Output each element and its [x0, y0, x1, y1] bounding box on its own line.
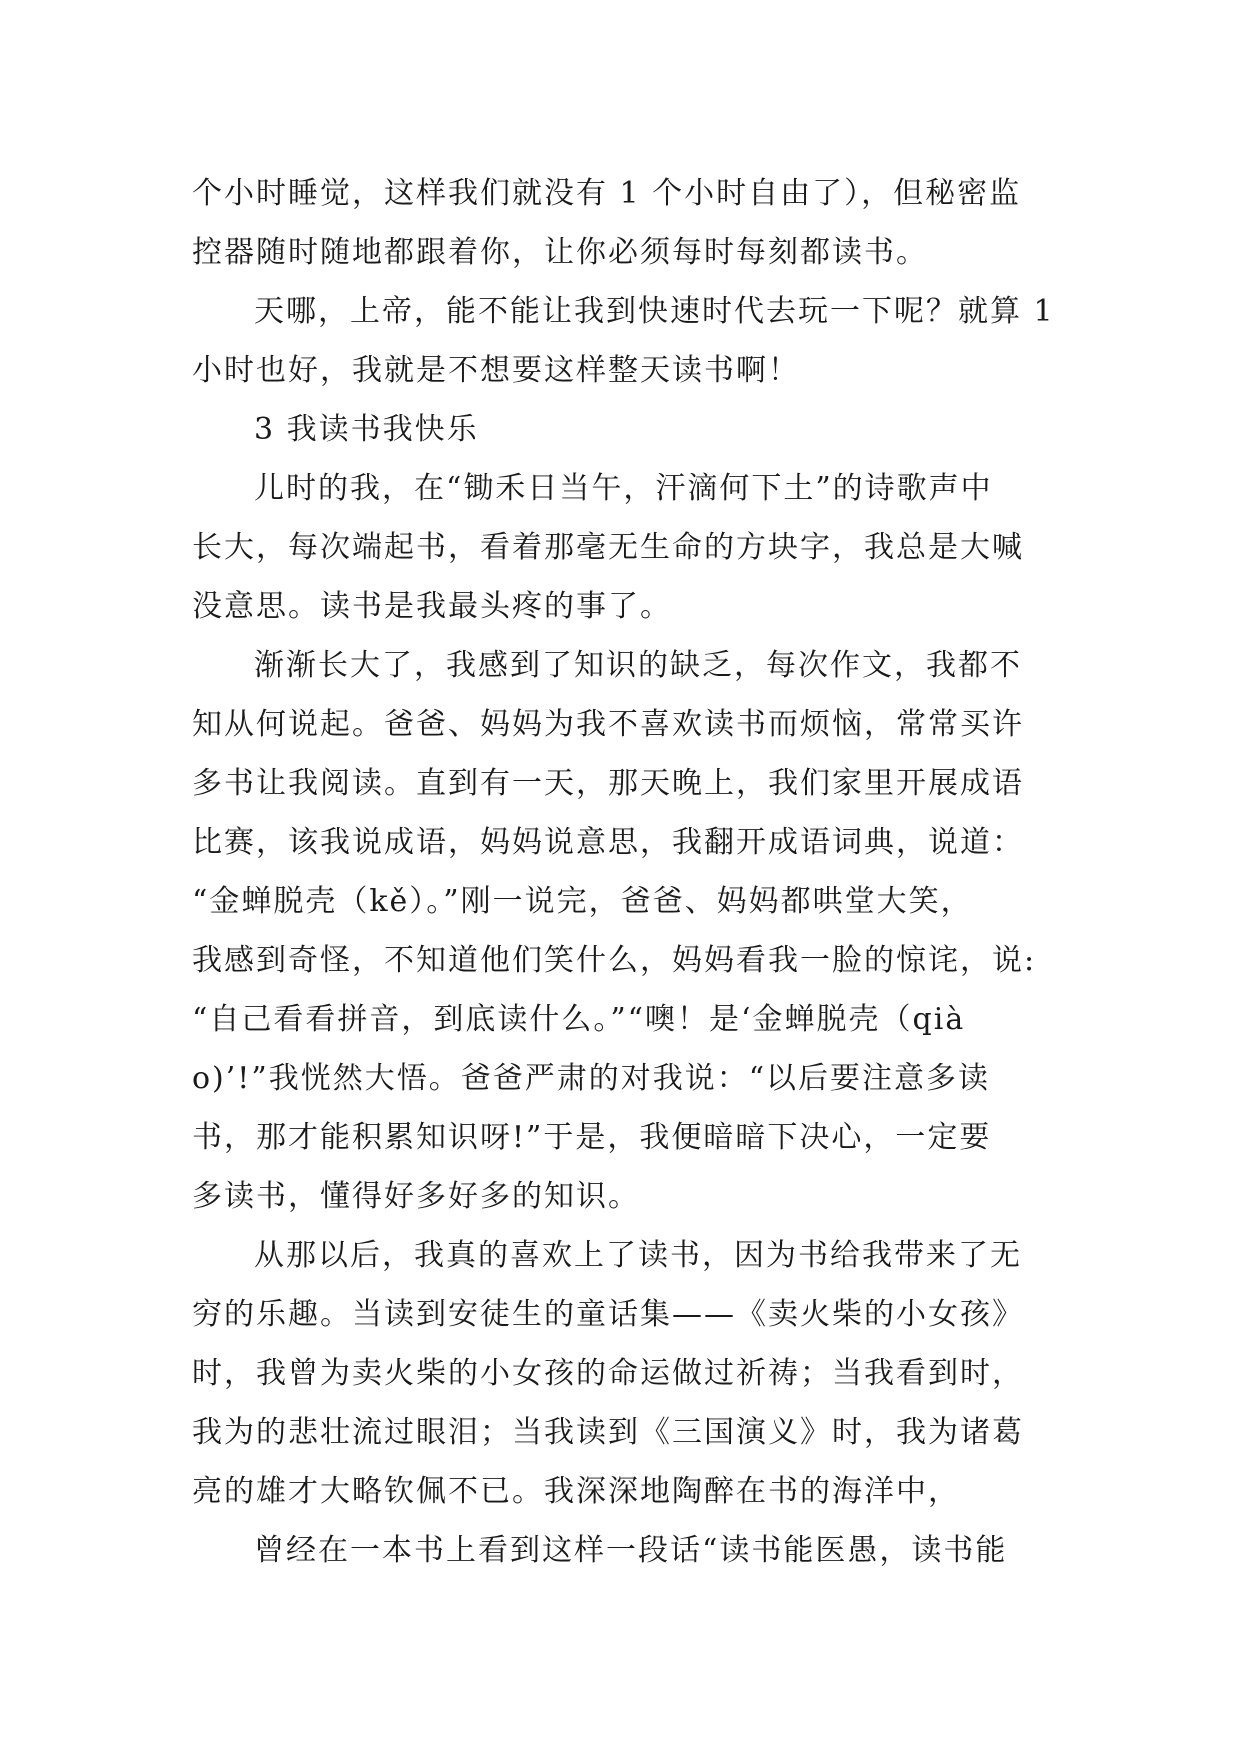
text-line: 没意思。读书是我最头疼的事了。 — [192, 589, 672, 624]
text-line: 我感到奇怪，不知道他们笑什么，妈妈看我一脸的惊诧，说: — [192, 943, 1037, 978]
text-line: 个小时睡觉，这样我们就没有 1 个小时自由了），但秘密监 — [192, 176, 1022, 211]
text-line: 天哪，上帝，能不能让我到快速时代去玩一下呢？就算 1 — [254, 294, 1055, 329]
text-line: 长大，每次端起书，看着那毫无生命的方块字，我总是大喊 — [192, 530, 1024, 565]
text-line: 知从何说起。爸爸、妈妈为我不喜欢读书而烦恼，常常买许 — [192, 707, 1024, 742]
text-line: 小时也好，我就是不想要这样整天读书啊！ — [192, 353, 800, 388]
text-line: 从那以后，我真的喜欢上了读书，因为书给我带来了无 — [254, 1238, 1022, 1273]
text-line: 渐渐长大了，我感到了知识的缺乏，每次作文，我都不 — [254, 648, 1022, 683]
text-line: 书，那才能积累知识呀!”于是，我便暗暗下决心，一定要 — [192, 1120, 992, 1155]
text-line: 我为的悲壮流过眼泪；当我读到《三国演义》时，我为诸葛 — [192, 1415, 1024, 1450]
section-heading: 3 我读书我快乐 — [254, 412, 479, 447]
text-line: 时，我曾为卖火柴的小女孩的命运做过祈祷；当我看到时， — [192, 1356, 1024, 1391]
text-line: 穷的乐趣。当读到安徒生的童话集——《卖火柴的小女孩》 — [192, 1297, 1024, 1332]
text-line: “金蝉脱壳（kě）。”刚一说完，爸爸、妈妈都哄堂大笑， — [192, 884, 973, 919]
text-line: 儿时的我，在“锄禾日当午，汗滴何下土”的诗歌声中 — [254, 471, 993, 506]
text-line: 控器随时随地都跟着你，让你必须每时每刻都读书。 — [192, 235, 928, 270]
body-text — [192, 164, 1072, 1580]
text-line: 亮的雄才大略钦佩不已。我深深地陶醉在书的海洋中， — [192, 1474, 960, 1509]
text-line: 多读书，懂得好多好多的知识。 — [192, 1179, 640, 1214]
text-line: 比赛，该我说成语，妈妈说意思，我翻开成语词典，说道： — [192, 825, 1024, 860]
text-line: o)’!”我恍然大悟。爸爸严肃的对我说：“以后要注意多读 — [192, 1061, 991, 1096]
text-line: “自己看看拼音，到底读什么。”“噢！是‘金蝉脱壳（qià — [192, 1002, 966, 1037]
text-line: 多书让我阅读。直到有一天，那天晚上，我们家里开展成语 — [192, 766, 1024, 801]
text-line: 曾经在一本书上看到这样一段话“读书能医愚，读书能 — [254, 1533, 1008, 1568]
